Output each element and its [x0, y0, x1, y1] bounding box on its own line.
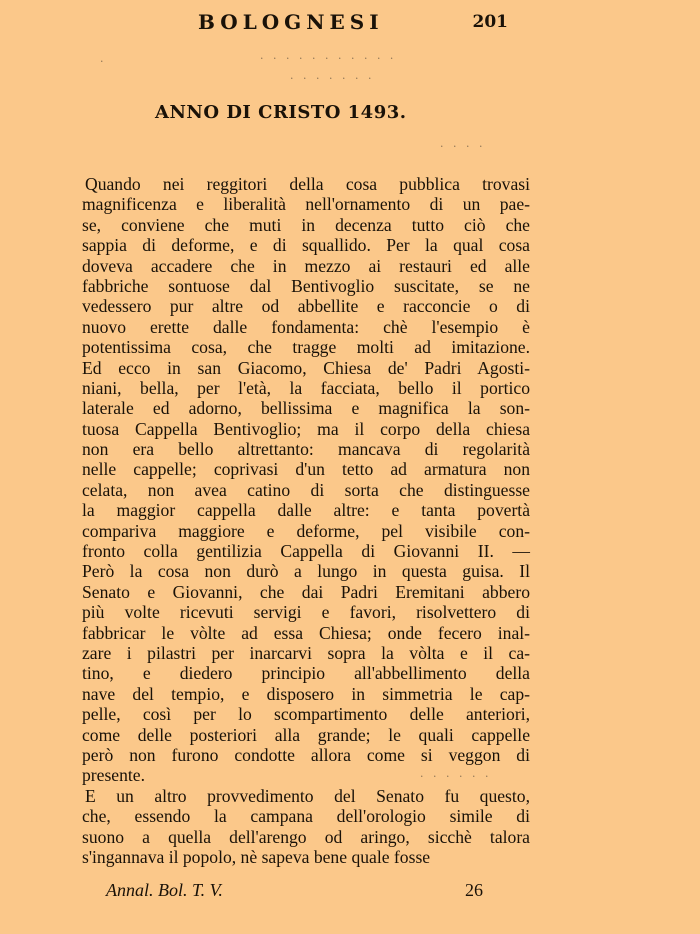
text-line: Però la cosa non durò a lungo in questa guisa. Il	[82, 561, 530, 582]
text-line: zare i pilastri per inarcarvi sopra la vòlta e il ca-	[82, 642, 530, 663]
text-line: vedessero pur altre od abbellite e racconcie o di	[82, 296, 530, 317]
text-line: pelle, così per lo scompartimento delle anteriori,	[82, 704, 530, 725]
text-line: presente.	[82, 765, 146, 786]
running-title: BOLOGNESI	[198, 10, 384, 34]
text-line: potentissima cosa, che tragge molti ad imitazione.	[82, 337, 530, 358]
text-line: fabbriche sontuose dal Bentivoglio suscitate, se ne	[82, 275, 530, 296]
text-line: celata, non avea catino di sorta che distinguesse	[82, 479, 530, 500]
text-line: tino, e diedero principio all'abbellimento della	[82, 663, 530, 684]
text-line: che, essendo la campana dell'orologio simile di	[82, 806, 530, 827]
bleed-through-mark: · · · · · ·	[420, 770, 492, 783]
sheet-number: 26	[465, 880, 483, 900]
page-number: 201	[472, 12, 508, 32]
text-line: compariva maggiore e deforme, pel visibile con-	[82, 520, 530, 541]
text-line: come delle posteriori alla grande; le quali cappelle	[82, 724, 530, 745]
text-line: nelle cappelle; coprivasi d'un tetto ad armatura non	[82, 459, 530, 480]
text-line: però non furono condotte allora come si veggon di	[82, 744, 530, 765]
text-line: tuosa Cappella Bentivoglio; ma il corpo della chiesa	[82, 418, 530, 439]
text-line: laterale ed adorno, bellissima e magnifica la son-	[82, 398, 530, 419]
year-heading: ANNO DI CRISTO 1493.	[155, 102, 407, 123]
body-text	[82, 174, 530, 867]
bleed-through-mark: · · · ·	[440, 140, 486, 153]
text-line: suono a quella dell'arengo od aringo, sicchè talora	[82, 826, 530, 847]
text-line: se, conviene che muti in decenza tutto ciò che	[82, 214, 530, 235]
bleed-through-mark: · · · · · · · · · · ·	[260, 52, 397, 65]
text-line: doveva accadere che in mezzo ai restauri ed alle	[82, 255, 530, 276]
text-line: più volte ricevuti servigi e favori, risolvettero di	[82, 602, 530, 623]
text-line: fabbricar le vòlte ad essa Chiesa; onde fecero inal-	[82, 622, 530, 643]
text-line: non era bello altrettanto: mancava di regolarità	[82, 439, 530, 460]
text-line: magnificenza e liberalità nell'ornamento di un pae-	[82, 194, 530, 215]
text-line: nuovo erette dalle fondamenta: chè l'esempio è	[82, 316, 530, 337]
text-line: Quando nei reggitori della cosa pubblica trovasi	[85, 174, 530, 194]
text-line: nave del tempio, e disposero in simmetria le cap-	[82, 683, 530, 704]
text-line: Senato e Giovanni, che dai Padri Eremitani abbero	[82, 581, 530, 602]
bleed-through-mark: ·	[100, 55, 107, 68]
text-line: la maggior cappella dalle altre: e tanta povertà	[82, 500, 530, 521]
text-line: s'ingannava il popolo, nè sapeva bene quale fosse	[82, 846, 431, 867]
text-line: sappia di deforme, e di squallido. Per la qual cosa	[82, 235, 530, 256]
printer-signature: Annal. Bol. T. V.	[106, 880, 223, 900]
text-line: E un altro provvedimento del Senato fu questo,	[85, 785, 530, 806]
bleed-through-mark: · · · · · · ·	[290, 72, 375, 85]
text-line: Ed ecco in san Giacomo, Chiesa de' Padri Agosti-	[82, 357, 530, 378]
running-header	[198, 8, 508, 38]
text-line: fronto colla gentilizia Cappella di Giovanni II. —	[82, 541, 530, 562]
text-line: niani, bella, per l'età, la facciata, bello il portico	[82, 377, 530, 398]
